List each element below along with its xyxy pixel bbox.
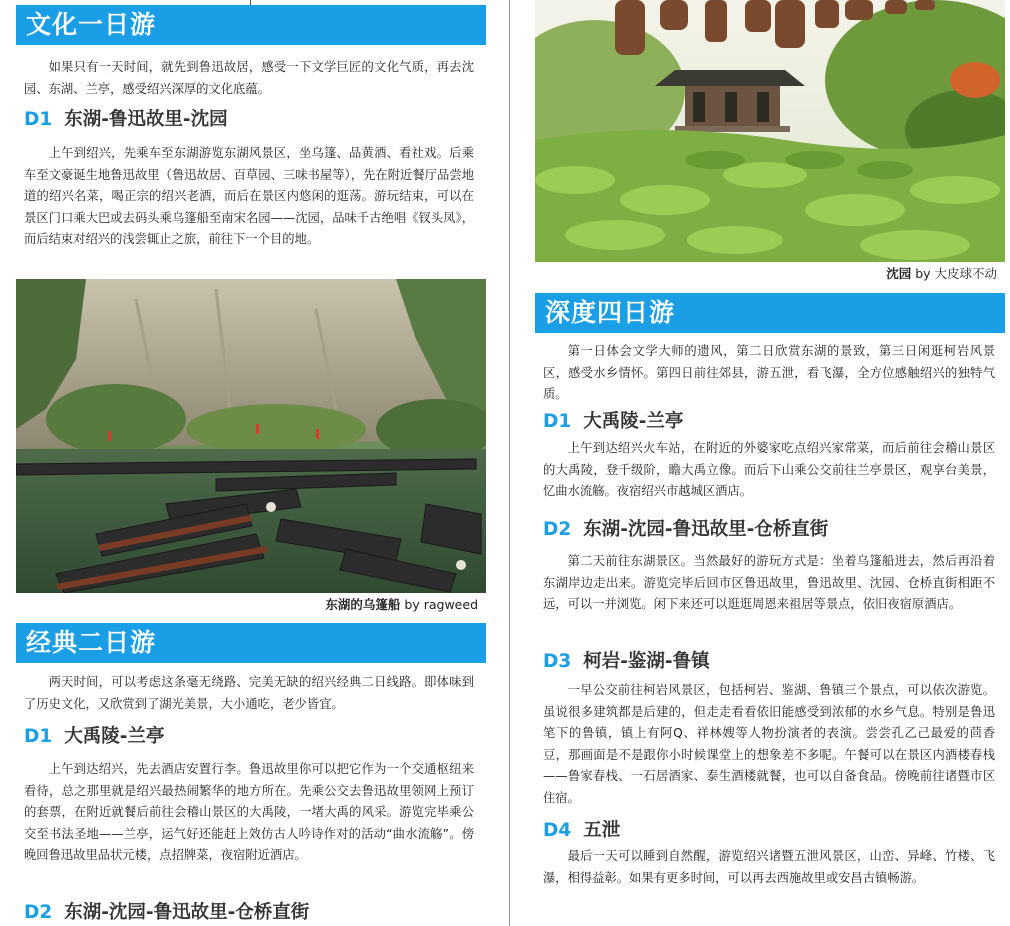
- one-day-intro: 如果只有一天时间，就先到鲁迅故居，感受一下文学巨匠的文化气质，再去沈园、东湖、兰亭，感受绍兴深厚的文化底蕴。: [24, 60, 474, 96]
- section-title-one-day: 文化一日游: [16, 5, 486, 45]
- four-day-d3-text: 一早公交前往柯岩风景区，包括柯岩、鉴湖、鲁镇三个景点，可以依次游览。虽说很多建筑都是后建的，但走走看看依旧能感受到浓郁的水乡气息。特别是鲁迅笔下的鲁镇，镇上有阿Q、祥林嫂等人物扮演者的表演。尝尝孔乙己最爱的茴香豆，那画面是不是跟你小时候课堂上的想象差不多呢。午餐可以在景区内酒楼春栈——鲁家春栈、一石居酒家、泰生酒楼就餐，也可以自备食品。傍晚前往诸暨市区住宿。: [543, 683, 995, 805]
- day-number: D1: [543, 411, 572, 432]
- two-day-d1-heading: [24, 724, 164, 750]
- four-day-d1-text: 上午到达绍兴火车站，在附近的外婆家吃点绍兴家常菜，而后前往会稽山景区的大禹陵，登千级阶，瞻大禹立像。而后下山乘公交前往兰亭景区，观享台美景，忆曲水流觞。夜宿绍兴市越城区酒店。: [543, 441, 995, 498]
- four-day-d3-heading: [543, 649, 710, 675]
- two-day-d1-text: 上午到达绍兴，先去酒店安置行李。鲁迅故里你可以把它作为一个交通枢纽来看待，总之那里就是绍兴最热闹繁华的地方所在。先乘公交去鲁迅故里领网上预订的套票，在附近就餐后前往会稽山景区的大禹陵，一堵大禹的风采。游览完毕乘公交至书法圣地——兰亭，运气好还能赶上效仿古人吟诗作对的活动“曲水流觞”。傍晚回鲁迅故里品状元楼，点招牌菜，夜宿附近酒店。: [24, 762, 474, 862]
- photo-caption-shenyuan: [886, 266, 997, 282]
- two-day-intro: 两天时间，可以考虑这条毫无绕路、完美无缺的绍兴经典二日线路。即体味到了历史文化，又欣赏到了湖光美景，大小通吃，老少皆宜。: [24, 675, 474, 711]
- day-number: D3: [543, 651, 572, 672]
- four-day-d4-heading: [543, 818, 620, 844]
- photo-donghu-boats: [16, 279, 486, 593]
- caption-title: 沈园: [886, 266, 912, 281]
- four-day-d2-heading: [543, 517, 828, 543]
- day-number: D2: [24, 902, 53, 923]
- caption-credit: by 大皮球不动: [915, 266, 997, 281]
- four-day-d2-text: 第二天前往东湖景区。当然最好的游玩方式是：坐着乌篷船进去，然后再沿着东湖岸边走出来。游览完毕后回市区鲁迅故里，鲁迅故里、沈园、仓桥直街相距不远，可以一并浏览。闲下来还可以逛逛周恩来祖居等景点，依旧夜宿原酒店。: [543, 554, 995, 611]
- four-day-d4-text: 最后一天可以睡到自然醒，游览绍兴诸暨五泄风景区，山峦、异峰、竹楼、飞瀑，相得益彰。如果有更多时间，可以再去西施故里或安昌古镇畅游。: [543, 849, 995, 885]
- day-route: 柯岩-鉴湖-鲁镇: [583, 651, 710, 672]
- day-number: D2: [543, 519, 572, 540]
- four-day-d1-heading: [543, 409, 683, 435]
- one-day-d1-heading: [24, 107, 228, 133]
- day-number: D1: [24, 726, 53, 747]
- day-route: 大禹陵-兰亭: [64, 726, 165, 747]
- section-title-four-day: 深度四日游: [535, 293, 1005, 333]
- day-route: 东湖-沈园-鲁迅故里-仓桥直街: [64, 902, 310, 923]
- day-number: D1: [24, 109, 53, 130]
- day-route: 东湖-鲁迅故里-沈园: [64, 109, 228, 130]
- day-route: 五泄: [583, 820, 621, 841]
- caption-title: 东湖的乌篷船: [325, 597, 401, 612]
- day-number: D4: [543, 820, 572, 841]
- day-route: 大禹陵-兰亭: [583, 411, 684, 432]
- one-day-d1-text: 上午到绍兴，先乘车至东湖游览东湖风景区，坐乌篷、品黄酒、看社戏。后乘车至文豪诞生地鲁迅故里（鲁迅故居、百草园、三味书屋等），先在附近餐厅品尝地道的绍兴名菜，喝正宗的绍兴老酒，而后在景区内悠闲的逛荡。游玩结束，可以在景区门口乘大巴或去码头乘乌篷船至南宋名园——沈园，品味千古绝唱《钗头凤》，而后结束对绍兴的浅尝辄止之旅，前往下一个目的地。: [24, 146, 474, 246]
- column-divider: [509, 0, 510, 926]
- four-day-intro: 第一日体会文学大师的遗风，第二日欣赏东湖的景致，第三日闲逛柯岩风景区，感受水乡情怀。第四日前往郊县，游五泄，看飞瀑，全方位感触绍兴的独特气质。: [543, 344, 995, 401]
- two-day-d2-heading: [24, 900, 309, 926]
- photo-shenyuan-garden: [535, 0, 1005, 262]
- section-title-two-day: 经典二日游: [16, 623, 486, 663]
- caption-credit: by ragweed: [404, 597, 478, 612]
- day-route: 东湖-沈园-鲁迅故里-仓桥直街: [583, 519, 829, 540]
- photo-caption-donghu: [325, 597, 478, 613]
